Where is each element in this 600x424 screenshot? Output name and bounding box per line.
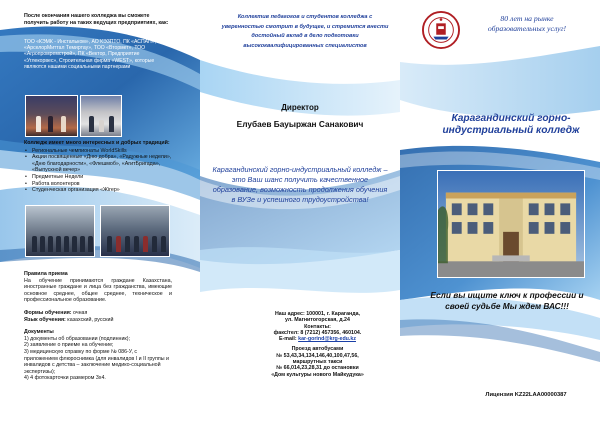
photo-college-building — [437, 170, 585, 278]
language-label: Язык обучения: — [24, 316, 66, 323]
call-to-action: Если вы ищите ключ к профессии и своей судьбе Мы ждем ВАС!!! — [430, 290, 584, 311]
transport-info — [235, 346, 400, 377]
director-title: Директор — [281, 103, 319, 112]
language-line — [24, 317, 172, 324]
address-line-2: ул. Магнитогорская, д.24 — [285, 317, 350, 324]
photo-award-ceremony — [25, 95, 78, 137]
transport-line: Проезд автобусами — [291, 346, 344, 353]
college-slogan: Карагандинский горно-индустриальный колледж – это Ваш шанс получить качественное образование, возможность продолжения обучения в ВУЗе и успешного трудоустройства! — [212, 165, 388, 205]
phone-line: факс/тел: 8 (7212) 457356, 460104. — [273, 329, 362, 336]
anniversary-banner: 80 лет на рынке образовательных услуг! — [487, 14, 567, 33]
director-name: Елубаев Бауыржан Санакович — [236, 119, 364, 129]
language-value: казахский, русский — [65, 316, 114, 323]
photo-trophies — [80, 95, 122, 137]
list-item: • Акции посвященные «Дню добра», «Радужные недели», «Дню благодарности», «Флешмоб», «АгитБригада», «Выпускной вечер» — [24, 154, 174, 174]
list-item: • Студенческая организация «Жігер» — [24, 187, 174, 194]
contact-block — [235, 311, 400, 378]
admission-text: На обучение принимаются граждане Казахстана, иностранные граждане и лица без гражданства, имеющие основное среднее, общее среднее, техническое и профессиональное образование. — [24, 277, 172, 304]
list-item: • Работа волонтеров — [24, 181, 174, 188]
photo-student-group — [25, 205, 95, 257]
list-item: 3) медицинскую справку по форме № 086-У, с приложением флюроснимка (для инвалидов I и II группы и инвалидов с детства – заключение медико-социальной экспертизы); — [24, 348, 169, 375]
photo-event-hall — [100, 205, 170, 257]
intro-text: После окончания нашего колледжа вы сможете получить работу на таких ведущих предприятиях, как: — [24, 13, 169, 26]
email-link[interactable]: kar-gorind@krg-edu.kz — [298, 336, 356, 343]
collective-statement: Коллектив педагогов и студентов колледжа с уверенностью смотрит в будущее, и стремится внести достойный вклад в дело подготовки высококвалифицированных специалистов — [221, 14, 389, 49]
list-item: • Региональные чемпионаты WorldSkills — [24, 148, 174, 155]
transport-line: № 53,43,34,134,146,40,100,47,56, — [276, 352, 359, 359]
list-item: 1) документы об образовании (подлинник); — [24, 335, 130, 342]
address-line-1: Наш адрес: 100001, г. Караганда, — [274, 311, 361, 317]
traditions-title: Колледж имеет много интересных и добрых традиций: — [24, 140, 170, 146]
admission-block — [24, 271, 172, 382]
traditions-block — [24, 140, 174, 194]
study-form-value: очная — [71, 309, 88, 316]
panel-middle — [200, 0, 400, 424]
license-number: Лицензия KZ22LAA00000387 — [485, 392, 567, 398]
transport-line: № 66,014,23,28,31 до остановки — [276, 365, 359, 372]
panel-left — [0, 0, 200, 424]
transport-line: маршрутных такси — [292, 359, 343, 366]
college-emblem-icon — [422, 11, 460, 49]
email-label: E-mail: — [279, 336, 299, 343]
list-item: 2) заявление о приеме на обучение; — [24, 342, 114, 349]
contacts-label: Контакты: — [304, 323, 331, 330]
partners-text: ТОО «КЭМК - Инстальком», АО КЭЗПТО, ПК «АСПАП», АО «АрселорМиттал Темиртау», ТОО «Втормет», ТОО «Агропромремстрой», ПК «Вектор, Предприятие «Углекорвес», Строительная фирма «WEST», которые являются нашими социальными партнерами — [24, 39, 165, 70]
list-item: • Предметные Недели — [24, 174, 174, 181]
email-line — [235, 336, 400, 342]
admission-title: Правила приема — [24, 271, 68, 277]
documents-title: Документы — [24, 329, 54, 336]
study-form-label: Формы обучения: — [24, 309, 72, 316]
transport-line: «Дом культуры нового Майкудука» — [271, 371, 364, 378]
study-form-line — [24, 310, 172, 317]
list-item: 4) 4 фотокарточки размером 3х4. — [24, 375, 106, 382]
documents-list — [24, 336, 172, 382]
traditions-list — [24, 148, 174, 194]
panel-right — [400, 0, 600, 424]
college-name: Карагандинский горно-индустриальный колледж — [442, 113, 580, 136]
